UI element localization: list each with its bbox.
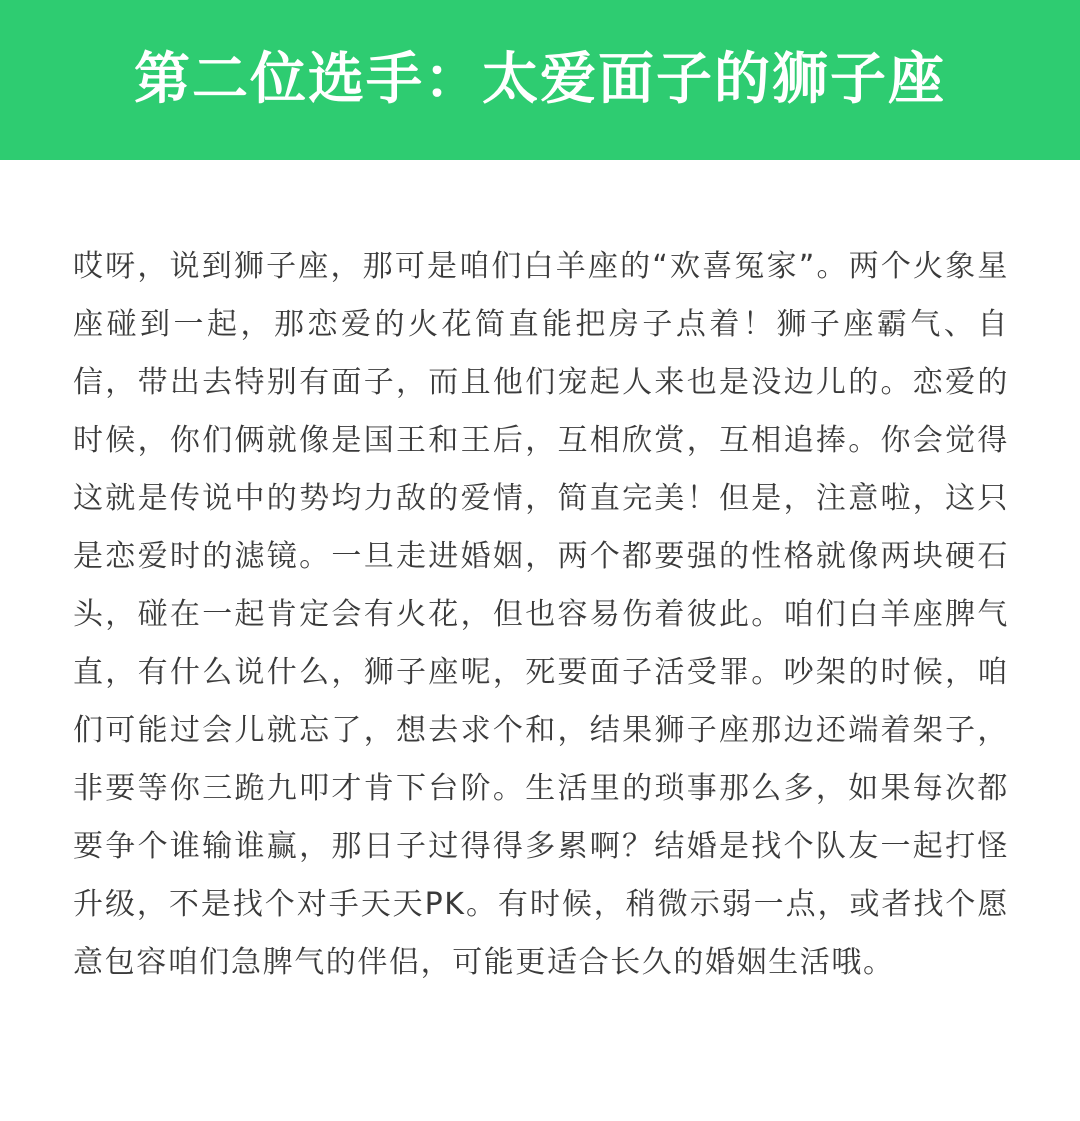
article-paragraph: 哎呀，说到狮子座，那可是咱们白羊座的“欢喜冤家”。两个火象星座碰到一起，那恋爱的火花简直能把房子点着！狮子座霸气、自信，带出去特别有面子，而且他们宠起人来也是没边儿的。恋爱的时候，你们俩就像是国王和王后，互相欣赏，互相追捧。你会觉得这就是传说中的势均力敌的爱情，简直完美！但是，注意啦，这只是恋爱时的滤镜。一旦走进婚姻，两个都要强的性格就像两块硬石头，碰在一起肯定会有火花，但也容易伤着彼此。咱们白羊座脾气直，有什么说什么，狮子座呢，死要面子活受罪。吵架的时候，咱们可能过会儿就忘了，想去求个和，结果狮子座那边还端着架子，非要等你三跪九叩才肯下台阶。生活里的琐事那么多，如果每次都要争个谁输谁赢，那日子过得得多累啊？结婚是找个队友一起打怪升级，不是找个对手天天PK。有时候，稍微示弱一点，或者找个愿意包容咱们急脾气的伴侣，可能更适合长久的婚姻生活哦。 <box>73 249 1009 980</box>
page-title: 第二位选手：太爱面子的狮子座 <box>134 47 946 112</box>
header-banner <box>0 0 1080 160</box>
